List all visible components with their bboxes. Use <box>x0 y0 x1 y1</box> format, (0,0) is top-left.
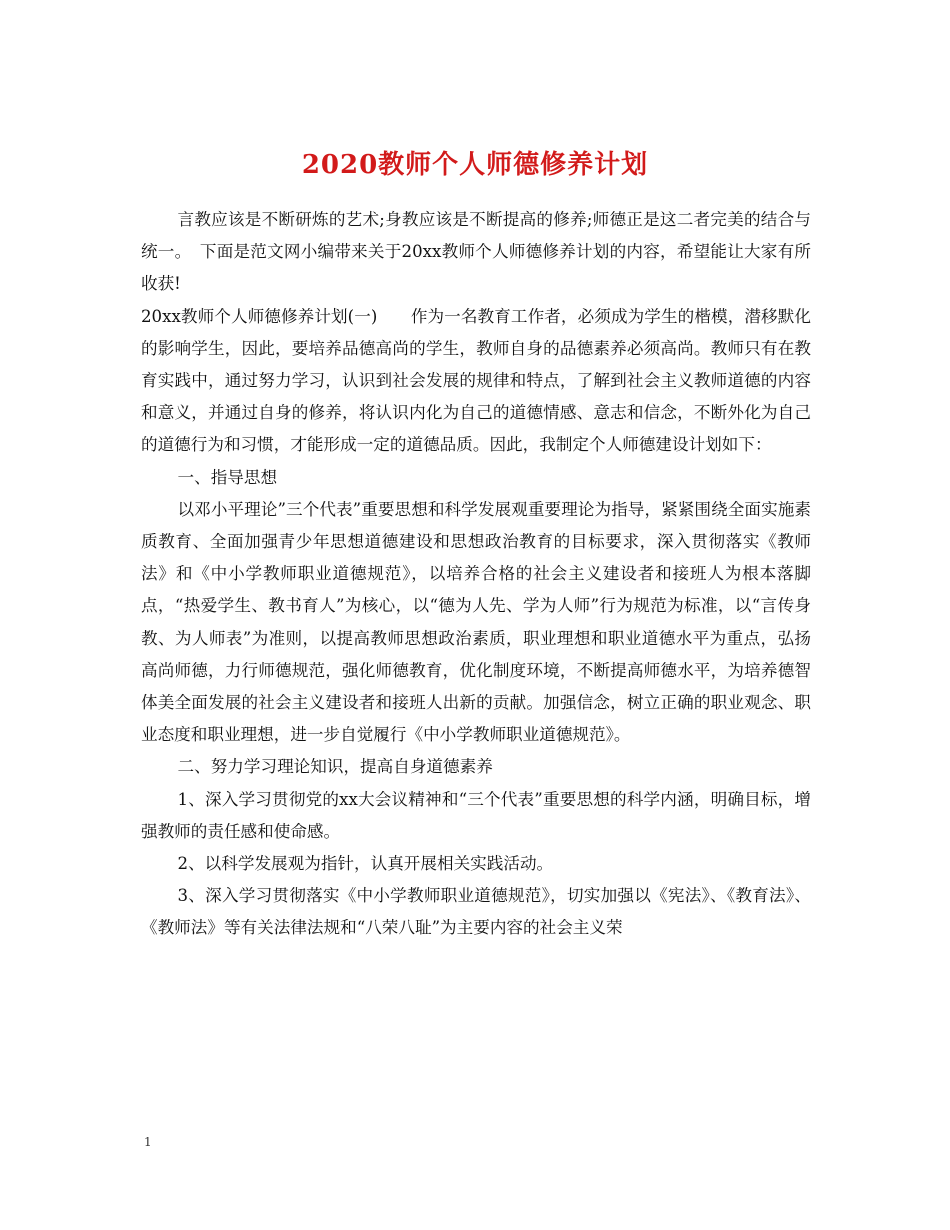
section-heading-study-theory: 二、努力学习理论知识，提高自身道德素养 <box>177 757 493 777</box>
document-body <box>141 204 811 945</box>
page-number: 1 <box>144 1135 152 1149</box>
section-heading-guiding-thought: 一、指导思想 <box>177 467 278 487</box>
list-item-1: 1、深入学习贯彻党的xx大会议精神和“三个代表”重要思想的科学内涵，明确目标，增强教师的责任感和使命感。 <box>141 789 811 841</box>
intro-paragraph: 言教应该是不断研炼的艺术;身教应该是不断提高的修养;师德正是这二者完美的结合与统一。 下面是范文网小编带来关于20xx教师个人师德修养计划的内容，希望能让大家有所收获! <box>141 210 811 294</box>
document-title: 2020教师个人师德修养计划 <box>301 150 649 181</box>
guiding-thought-paragraph: 以邓小平理论”三个代表”重要思想和科学发展观重要理论为指导，紧紧围绕全面实施素质教育、全面加强青少年思想道德建设和思想政治教育的目标要求，深入贯彻落实《教师法》和《中小学教师职业道德规范》，以培养合格的社会主义建设者和接班人为根本落脚点，“热爱学生、教书育人”为核心，以“德为人先、学为人师”行为规范为标准，以“言传身教、为人师表”为准则，以提高教师思想政治素质，职业理想和职业道德水平为重点，弘扬高尚师德，力行师德规范，强化师德教育，优化制度环境，不断提高师德水平，为培养德智体美全面发展的社会主义建设者和接班人出新的贡献。加强信念，树立正确的职业观念、职业态度和职业理想，进一步自觉履行《中小学教师职业道德规范》。 <box>141 499 811 745</box>
list-item-3: 3、深入学习贯彻落实《中小学教师职业道德规范》，切实加强以《宪法》、《教育法》、《教师法》等有关法律法规和“八荣八耻”为主要内容的社会主义荣 <box>141 886 811 938</box>
list-item-2: 2、以科学发展观为指针，认真开展相关实践活动。 <box>177 854 554 874</box>
plan-one-paragraph: 20xx教师个人师德修养计划(一) 作为一名教育工作者，必须成为学生的楷模，潜移默化的影响学生，因此，要培养品德高尚的学生，教师自身的品德素养必须高尚。教师只有在教育实践中，通过努力学习，认识到社会发展的规律和特点，了解到社会主义教师道德的内容和意义，并通过自身的修养，将认识内化为自己的道德情感、意志和信念，不断外化为自己的道德行为和习惯，才能形成一定的道德品质。因此，我制定个人师德建设计划如下： <box>141 306 811 455</box>
